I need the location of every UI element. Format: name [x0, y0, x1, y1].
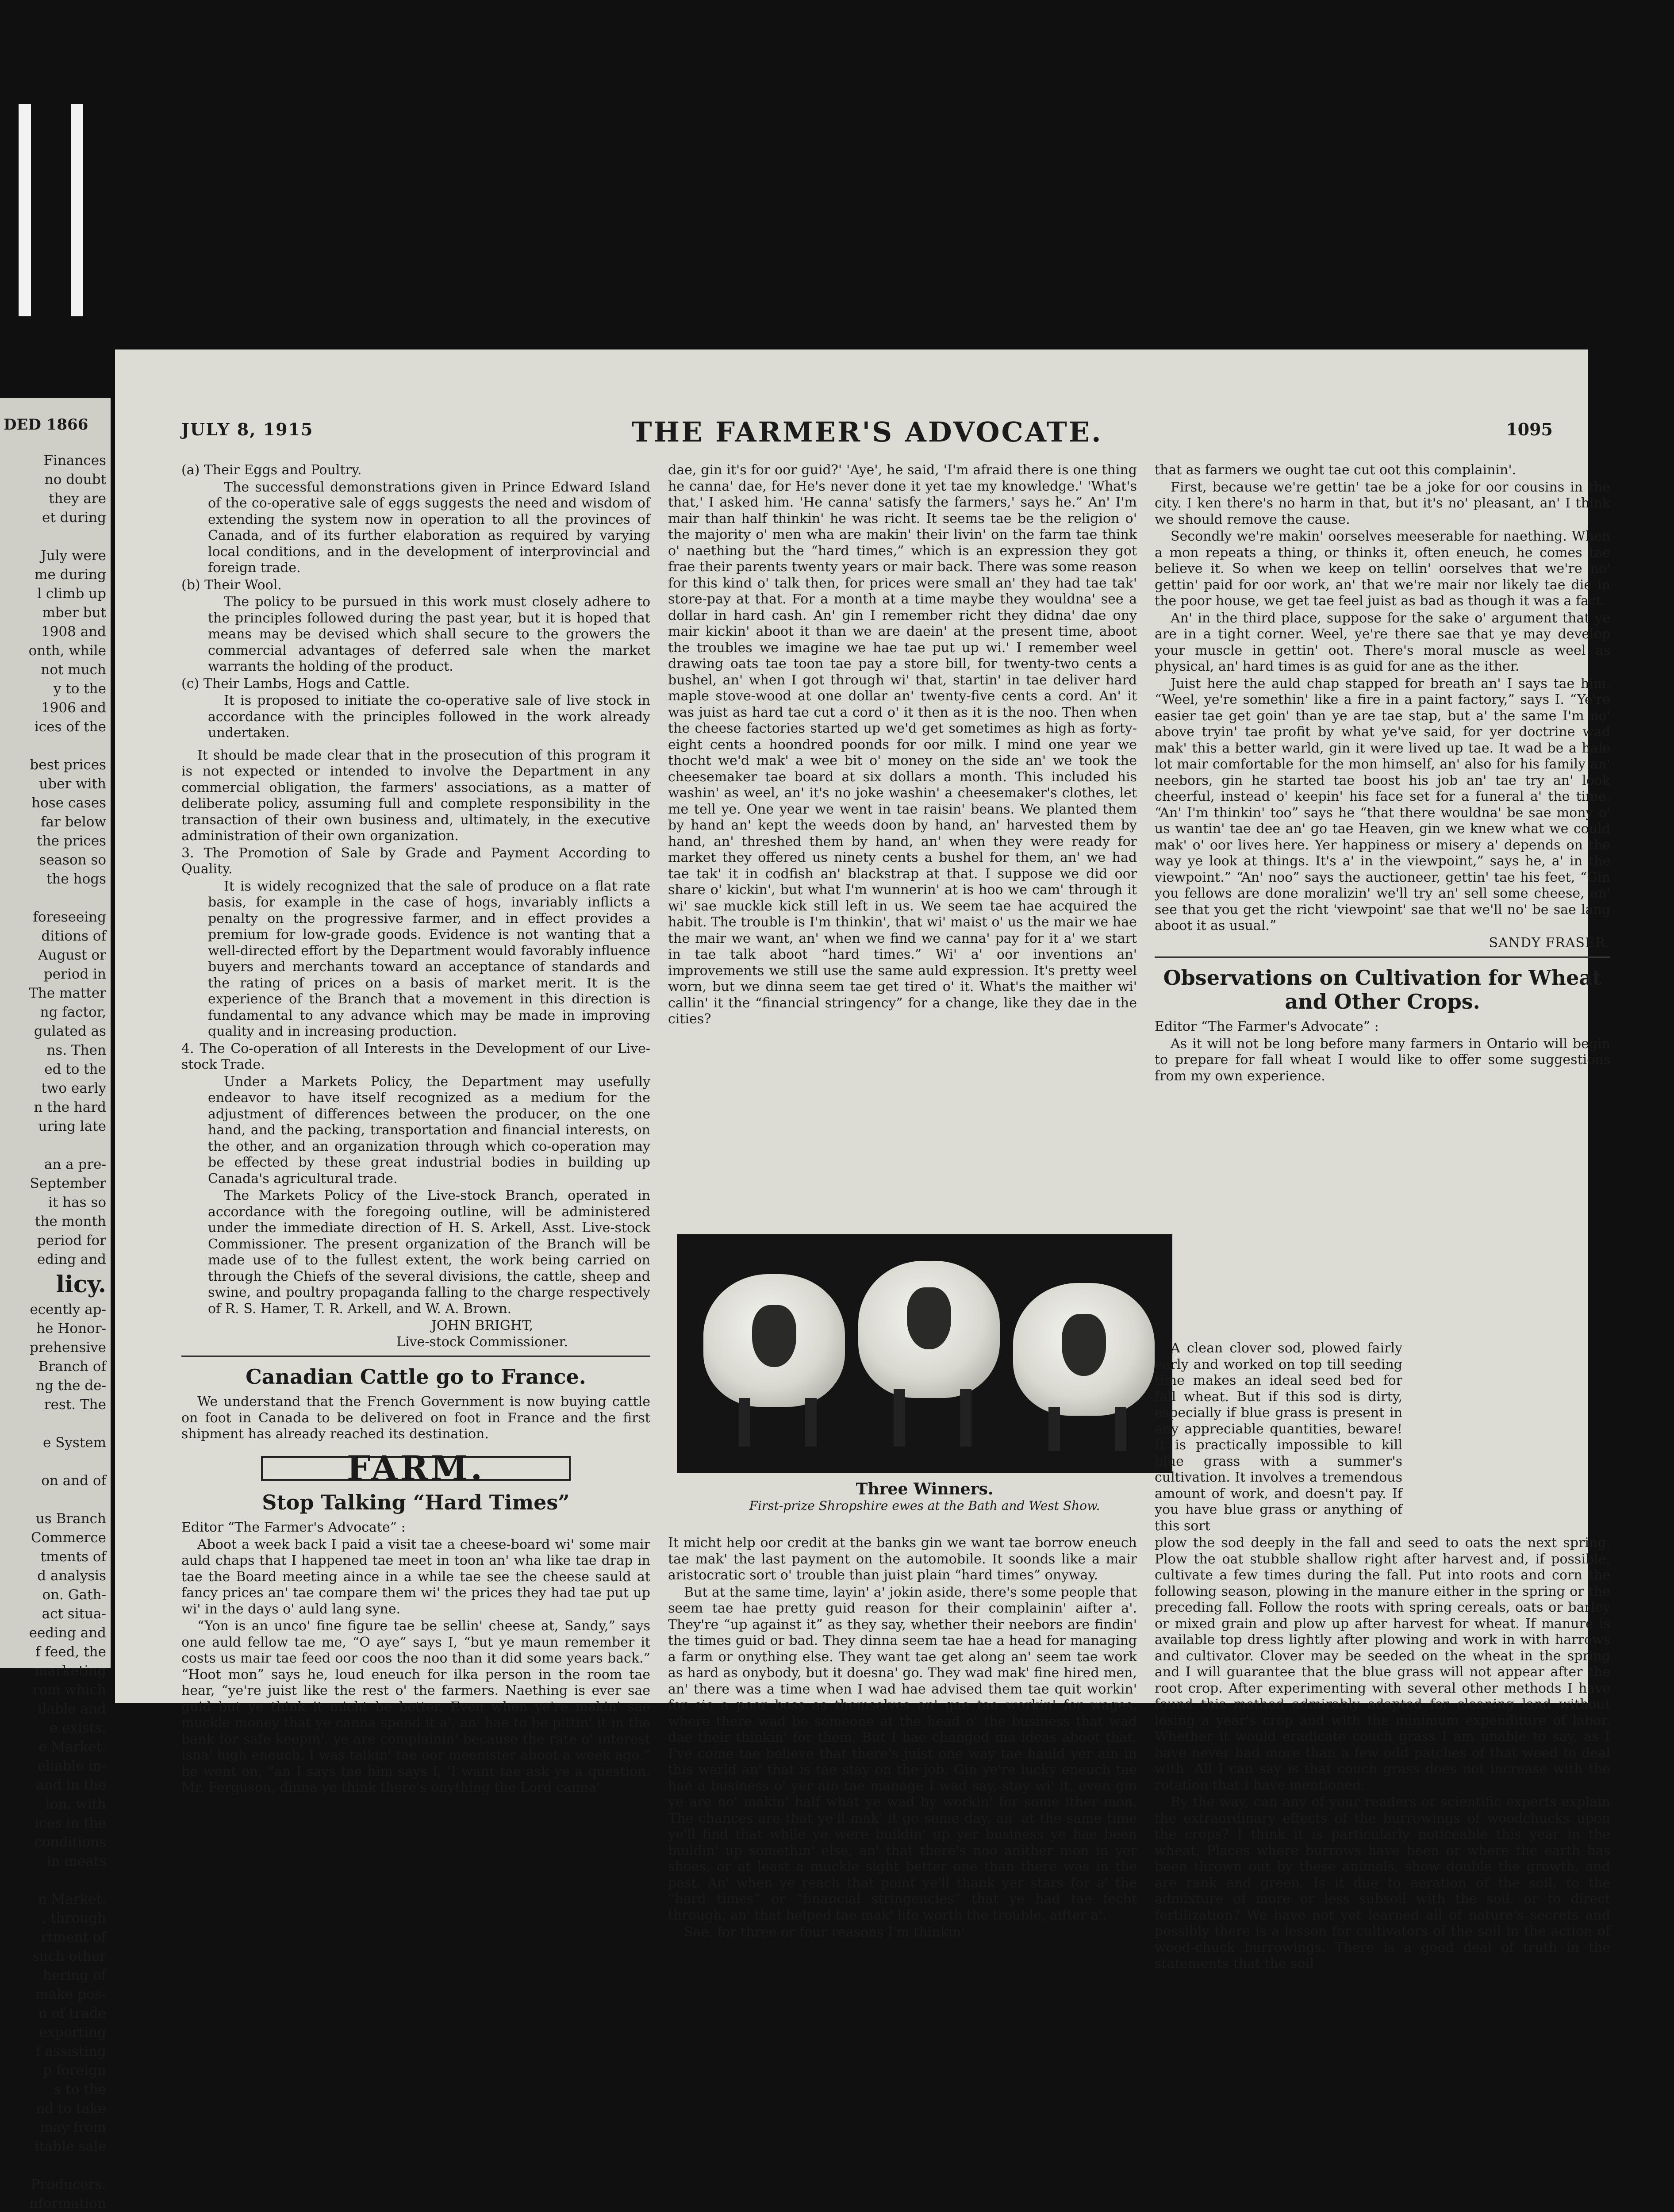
photo-caption: [677, 1480, 1172, 1513]
section-4-text-2: The Markets Policy of the Live-stock Branch, operated in accordance with the foregoing outline, will be administered under the immediate direction of H. S. Arkell, Asst. Live-stock Commissioner. The present organization of the Branch will be made use of to the fullest extent, the work being carried on through the Chiefs of the several divisions, the cattle, sheep and swine, and poultry propaganda falling to the charge respectively of R. S. Hamer, T. R. Arkell, and W. A. Brown.: [208, 1188, 650, 1317]
editor-salutation: Editor “The Farmer's Advocate” :: [1155, 1019, 1379, 1034]
paragraph: As it will not be long before many farmers in Ontario will begin to prepare for fall wheat I would like to offer some suggestions from my own experience.: [1155, 1036, 1610, 1084]
signature: SANDY FRASER.: [1489, 935, 1610, 951]
column-1: [181, 462, 650, 1797]
article-headline-cattle: Canadian Cattle go to France.: [246, 1365, 586, 1389]
caption-title: Three Winners.: [856, 1480, 994, 1498]
paragraph: dae, gin it's for oor guid?' 'Aye', he said, 'I'm afraid there is one thing he canna' dae, for He's never done it yet tae my knowledge.' 'What's that,' I asked him. 'He canna' satisfy the farmers,' says he.” An' I'm mair than half thinkin' he was richt. It seems tae be the religion o' the majority o' men wha are makin' their livin' on the farm tae think o' naething but the “hard times,” which is an expression they got frae their parents twenty years or mair back. There was some reason for this kind o' talk then, for prices were small an' they had tae tak' store-pay at that. For a month at a time maybe they wouldna' see a dollar in hard cash. An' gin I remember richt they didna' dae ony mair kickin' aboot it than we are daein' at the present time, aboot the troubles we imagine we hae tae put up wi.' I remember weel drawing oats tae toon tae pay a store bill, for twenty-two cents a bushel, an' when I got through wi' that, startin' in tae deliver hard maple stove-wood at one dollar an' twenty-five cents a cord. An' it was juist as hard tae cut a cord o' it then as it is the noo. Then when the cheese factories started up we'd get sometimes as high as forty-eight cents a hoondred poonds for oor milk. I mind one year we thocht we'd mak' a wee bit o' money on the side an' we took the cheesemaker tae board at six dollars a month. This included his washin' as weel, an' it's no joke washin' a cheesemaker's clothes, let me tell ye. One year we went in tae raisin' beans. We planted them by hand an' kept the weeds doon by hand, an' harvested them by hand, an' threshed them by hand, an' when they were ready for market they offered us ninety cents a bushel for them, an' we had tae tak' it in codfish an' blackstrap at that. I suppose we did oor share o' kickin', but what I'm wunnerin' at is hoo we cam' through it wi' sae muckle kick still left in us. We seem tae hae acquired the habit. The trouble is I'm thinkin', that wi' maist o' us the mair we hae the mair we want, an' when we find we canna' pay for it a' we start in tae talk aboot “hard times.” Wi' a' oor inventions an' improvements we still use the same auld expression. It's pretty weel worn, but we dinna seem tae get tired o' it. What's the maither wi' callin' it the “financial stringency” for a change, like they dae in the cities?: [668, 462, 1137, 1027]
film-mark: [71, 104, 83, 316]
sheep-image: [1013, 1283, 1155, 1416]
paragraph: We understand that the French Government is now buying cattle on foot in Canada to be delivered on foot in France and the first shipment has already reached its destination.: [181, 1394, 650, 1442]
section-c-label: (c) Their Lambs, Hogs and Cattle.: [181, 676, 410, 691]
article-headline-observations: Observations on Cultivation for Wheat and Other Crops.: [1163, 966, 1602, 1014]
page-header: [181, 416, 1553, 447]
paragraph: that as farmers we ought tae cut oot this complainin'.: [1155, 462, 1517, 478]
divider: [1155, 956, 1610, 958]
newspaper-page: [115, 349, 1610, 1971]
caption-subtitle: First-prize Shropshire ewes at the Bath and West Show.: [749, 1498, 1100, 1513]
sheep-image: [858, 1261, 1000, 1398]
page-number: 1095: [1506, 419, 1553, 439]
column-3: [1155, 462, 1610, 1085]
paragraph: A clean clover sod, plowed fairly early and worked on top till seeding time makes an ideal seed bed for fall wheat. But if this sod is dirty, especially if blue grass is present in any appreciable quantities, beware! It is practically impossible to kill blue grass with a summer's cultivation. It involves a tremendous amount of work, and doesn't pay. If you have blue grass or anything of this sort: [1155, 1340, 1402, 1534]
adjacent-page-text: [4, 451, 106, 2212]
section-4-label: 4. The Co-operation of all Interests in the Development of our Live-stock Trade.: [181, 1041, 650, 1072]
section-3-label: 3. The Promotion of Sale by Grade and Payment According to Quality.: [181, 845, 650, 877]
column-3-continued: [1155, 1535, 1610, 1973]
sheep-image: [703, 1274, 845, 1407]
paragraph: Secondly we're makin' oorselves meeserable for naething. When a mon repeats a thing, or thinks it, often eneuch, he comes tae believe it. So when we keep on tellin' oorselves that we're no' gettin' paid for oor work, an' that we're mair nor likely tae die in the poor house, we get tae feel juist as bad as though it was a fact.: [1155, 529, 1610, 609]
paragraph: It should be made clear that in the prosecution of this program it is not expected or intended to involve the Department in any commercial obligation, the farmers' associations, as a matter of deliberate policy, assuming full and complete responsibility in the transaction of their own business and, ultimately, in the executive administration of their own organization.: [181, 747, 650, 844]
signature-name: JOHN BRIGHT,: [431, 1318, 534, 1333]
section-b-label: (b) Their Wool.: [181, 577, 282, 593]
paragraph: By the way, can any of your readers or scientific experts explain the extraordinary effects of the burrowings of woodchucks upon the crops? I think it is particularly noticeable this year in the wheat. Places where burrows have been or where the earth has been thrown out by these animals, show double the growth, and are rank and green. Is it due to aeration of the soil, to the admixture of more or less subsoil with the soil, or to direct fertilization? We have not yet learned all of nature's secrets and possibly there is a lesson for cultivators of the soil in the action of wood-chuck burrowings. There is a good deal of truth in the statements that the soil: [1155, 1794, 1610, 1971]
adjacent-text-a: Finances no doubt they are et during July were me during l climb up mber but 1908 and onth, while not much y to the 1906 and ices of the best prices uber with hose cases far below the prices season so the hogs foreseeing ditions of August or period in The matter ng factor, gulated as ns. Then ed to the two early n the hard uring late an a pre- September it has so the month period for eding and: [28, 453, 106, 1267]
section-b-text: The policy to be pursued in this work must closely adhere to the principles followed during the past year, but it is hoped that means may be devised which shall secure to the growers the commercial advantages of deferred sale when the market warrants the holding of the product.: [208, 594, 650, 674]
section-3-text: It is widely recognized that the sale of produce on a flat rate basis, for example in the case of hogs, invariably inflicts a penalty on the progressive farmer, and in effect provides a premium for low-grade goods. Evidence is not wanting that a well-directed effort by the Department would favorably influence buyers and merchants toward an acceptance of standards and the rating of prices on a basis of market merit. It is the experience of the Branch that a movement in this direction is fundamental to any advance which may be made in improving quality and in increasing production.: [208, 878, 650, 1039]
column-3-narrow: [1155, 1340, 1402, 1535]
paragraph: An' in the third place, suppose for the sake o' argument that ye are in a tight corner. Weel, ye're there sae that ye may develop your muscle in gettin' oot. There's moral muscle as weel as physical, an' hard times is as guid for ane as the ither.: [1155, 610, 1610, 674]
paragraph: Aboot a week back I paid a visit tae a cheese-board wi' some mair auld chaps that I happened tae meet in toon an' wha like tae drap in tae the Board meeting aince in a while tae see the cheese sauld at fancy prices an' tae compare them wi' the prices they had tae put up wi' in the days o' auld lang syne.: [181, 1536, 650, 1617]
adjacent-page-strip: [0, 398, 111, 2212]
section-a-label: (a) Their Eggs and Poultry.: [181, 462, 362, 478]
section-c-text: It is proposed to initiate the co-operative sale of live stock in accordance with the principles followed in the work already undertaken.: [208, 693, 650, 741]
editor-salutation: Editor “The Farmer's Advocate” :: [181, 1520, 406, 1535]
section-4-text: Under a Markets Policy, the Department may usefully endeavor to have itself recognized as a medium for the adjustment of differences between the producer, on the one hand, and the packing, transportation and financial interests, on the other, and an organization through which co-operation may be effected by these great industrial bodies in building up Canada's agricultural trade.: [208, 1074, 650, 1187]
paragraph: Sae, for three or four reasons I'm thinkin': [684, 1924, 965, 1940]
paragraph: First, because we're gettin' tae be a joke for oor cousins in the city. I ken there's no harm in that, but it's no' pleasant, an' I think we should remove the cause.: [1155, 479, 1610, 527]
divider: [181, 1356, 650, 1357]
masthead-title: THE FARMER'S ADVOCATE.: [631, 416, 1103, 448]
paragraph: plow the sod deeply in the fall and seed to oats the next spring. Plow the oat stubble shallow right after harvest and, if possible, cultivate a few times during the fall. Put into roots and corn the following season, plowing in the manure either in the spring or the preceding fall. Follow the roots with spring cereals, oats or barley or mixed grain and plow up after harvest for wheat. If manure is available top dress lightly after plowing and work in with harrows and cultivator. Clover may be seeded on the wheat in the spring and I will guarantee that the blue grass will not appear after the root crop. After experimenting with several other methods I have found this method admirably adapted for cleaning land without losing a year's crop and with the minimum expenditure of labor. Whether it would eradicate couch grass I am unable to say, as I have never had more than a few odd patches of that weed to deal with. All I can say is that couch grass does not increase with the rotation that I have mentioned.: [1155, 1535, 1610, 1793]
article-headline-hard-times: Stop Talking “Hard Times”: [262, 1490, 570, 1514]
section-a-text: The successful demonstrations given in Prince Edward Island of the co-operative sale of eggs suggests the need and wisdom of extending the system now in operation to all the provinces of Canada, and of its further elaboration as required by varying local conditions, and in the development of interprovincial and foreign trade.: [208, 479, 650, 576]
adjacent-page-heading: DED 1866: [4, 416, 88, 434]
issue-date: JULY 8, 1915: [181, 419, 314, 439]
section-banner-farm: FARM.: [261, 1456, 571, 1481]
paragraph: It micht help oor credit at the banks gin we want tae borrow eneuch tae mak' the last payment on the automobile. It soonds like a mair aristocratic sort o' trouble than juist plain “hard times” onyway.: [668, 1535, 1137, 1583]
paragraph: Juist here the auld chap stapped for breath an' I says tae him, “Weel, ye're somethin' like a fire in a paint factory,” says I. “Ye're easier tae get goin' than ye are tae stap, but a' the same I'm no' above tryin' tae profit by what ye've said, for yer doctrine wad mak' this a better warld, gin it were lived up tae. It wad be a hale lot mair comfortable for the mon himself, an' also for his family an' neebors, gin he started tae boost his job an' tae try an' look cheerful, instead o' keepin' his face set for a funeral a' the time. “An' I'm thinkin' too” says he “that there wouldna' be sae mony o' us wantin' tae dee an' go tae Heaven, gin we knew what we could mak' o' oor lives here. Yer happiness or misery a' depends on the way ye look at things. It's a' in the viewpoint,” says he, a' in the viewpoint.” “An' noo” says the auctioneer, gettin' tae his feet, “Gin you fellows are done moralizin' we'll try an' sell some cheese, an' see that you get the richt 'viewpoint' sae that we'll no' be sae lang aboot it as usual.”: [1155, 676, 1610, 933]
film-mark: [19, 104, 31, 316]
column-2: [668, 462, 1137, 1029]
adjacent-heading-fragment: licy.: [56, 1271, 106, 1298]
signature-title: Live-stock Commissioner.: [396, 1334, 568, 1350]
sheep-photograph: [677, 1234, 1172, 1473]
adjacent-text-b: ecently ap- he Honor- prehensive Branch of ng the de- rest. The e System on and of us Branch Commerce tments of d analysis on. Gath- act situa- eeding and f feed, the marketing rom which ilable and e exists. e Market. eliable in- and in the ion, with ices in the conditions in meats n Market. , through rtment of such other hering of make pos- n of trade exporting f assisting p foreign s to the nd to take may from itable sale Producers. nformation: [29, 1302, 106, 2212]
paragraph: But at the same time, layin' a' jokin aside, there's some people that seem tae hae pretty guid reason for their complainin' aifter a'. They're “up against it” as they say, whether their neebors are findin' the times guid or bad. They dinna seem tae hae a head for managing a farm or onything else. They want tae get along an' seem tae work as hard as onybody, but it doesna' go. They wad mak' fine hired men, an' there was a time when I wad hae advised them tae quit workin' for sic a poor boss as themselves an' gae tae workin' for wages, where there wad be someone at the head o' the business that wad dae their thinkin' for them. But I hae changed ma ideas aboot that. I've come tae believe that there's juist one way tae hauld yer ain in this warld an' that is tae stay on the job. Gin ye're lucky eneuch tae hae a business o' yer ain tae manage I wad say, stay wi' it, even gin ye are no' makin' half what ye wad by workin' for some ither mon. The chances are that ye'll mak' it go some day, an' at the same time ye'll find that while ye were buildin' up yer business ye hae been buildin' up somethin' else, an' that there's noo anither mon in yer shoes, or at least a muckle sight better one than there was in the past. An' when ye reach that point ye'll thank yer stars for a' the “hard times” or “financial stringencies” that ye had tae fecht through, an' that helped tae mak' life worth the trouble, aifter a'.: [668, 1584, 1137, 1923]
column-2-continued: [668, 1535, 1137, 1942]
paragraph: “Yon is an unco' fine figure tae be sellin' cheese at, Sandy,” says one auld fellow tae me, “O aye” says I, “but ye maun remember it costs us mair tae feed oor coos the noo than it did some years back.” “Hoot mon” says he, loud eneuch for ilka person in the room tae hear, “ye're juist like the rest o' the farmers. Naething is ever sae guid but ye think it micht be better. Even when ye're makin' sae muckle money that ye canna spend it a', an' hae to be pittin' it in the bank for safe keepin', ye are complainin' because the rate o' interest isna' high eneuch. I was talkin' tae oor meenister aboot a week ago,” he went on, “an I says tae him says I, 'I want tae ask ye a question, Mr. Ferguson, dinna ye think there's onything the Lord canna': [181, 1618, 650, 1795]
